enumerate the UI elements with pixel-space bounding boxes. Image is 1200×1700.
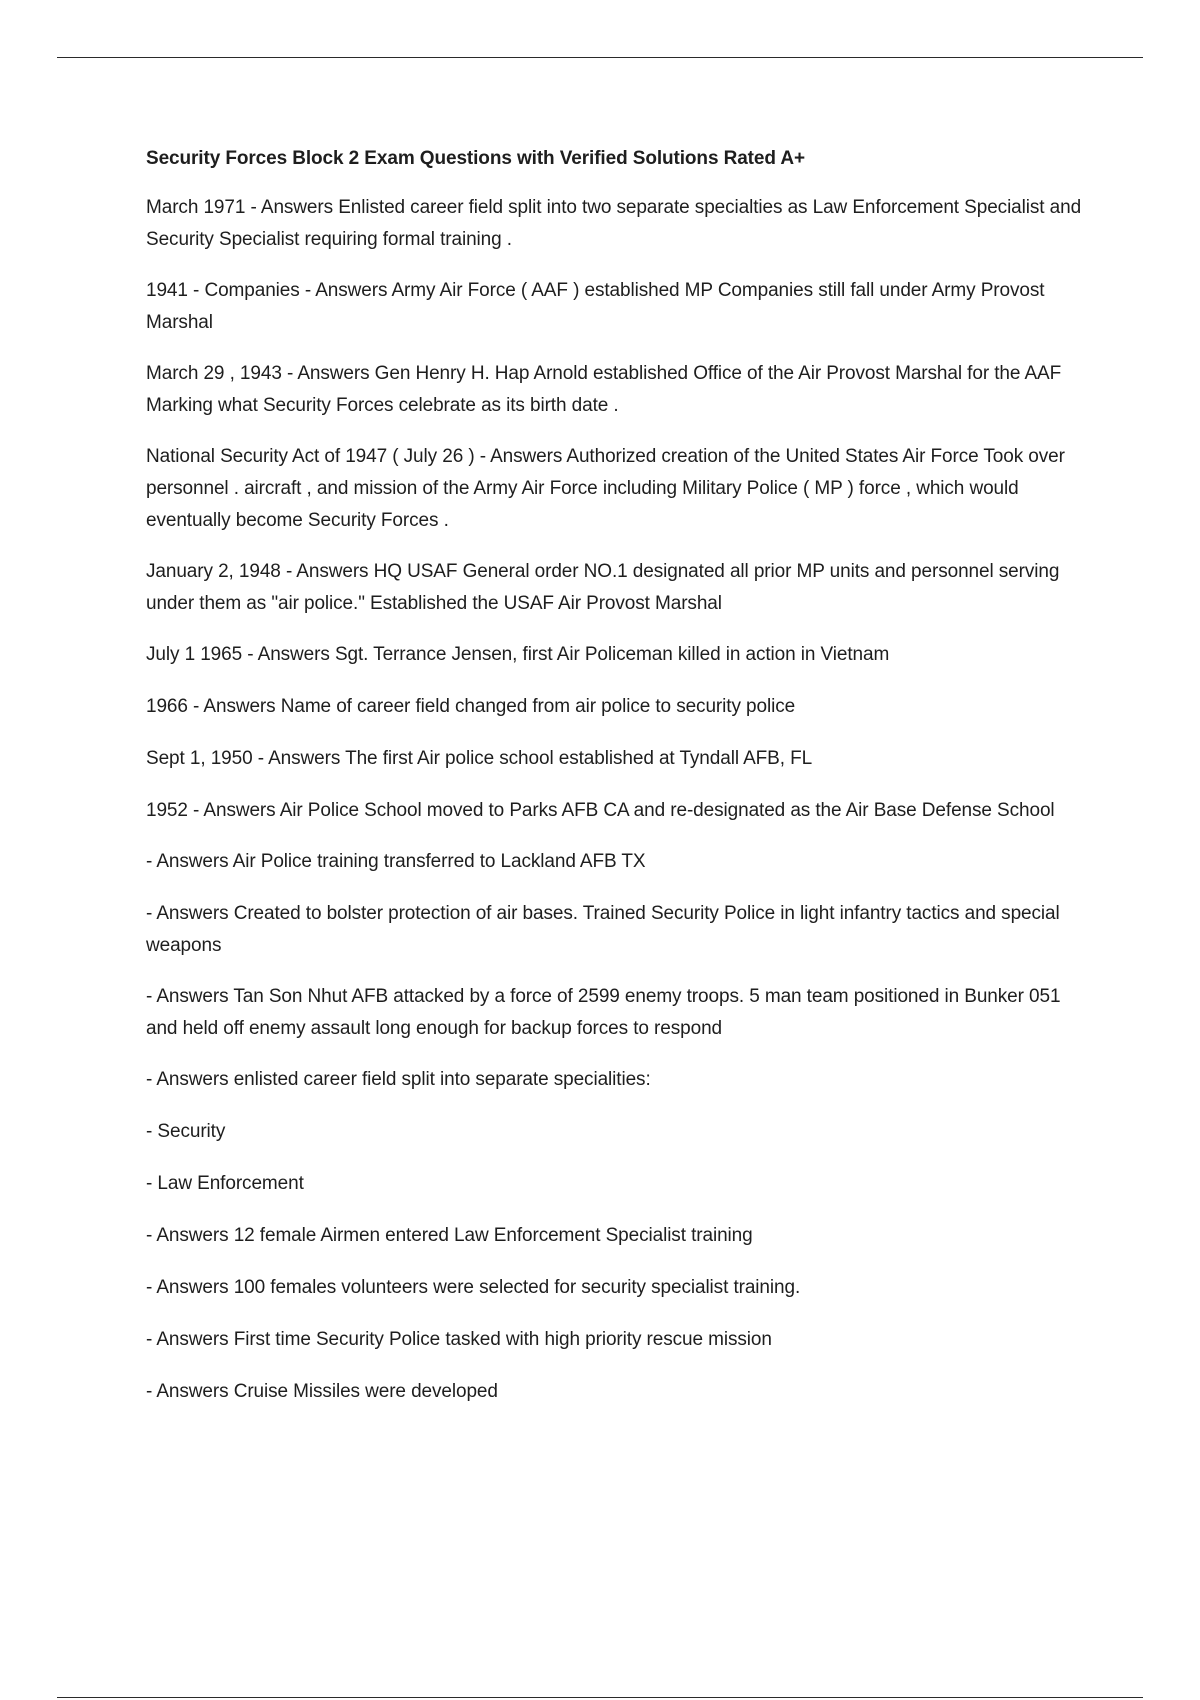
list-item: - Law Enforcement [146,1173,304,1194]
document-title: Security Forces Block 2 Exam Questions with Verified Solutions Rated A+ [146,148,805,169]
paragraph: - Answers First time Security Police tasked with high priority rescue mission [146,1329,772,1350]
paragraph: - Answers 100 females volunteers were selected for security specialist training. [146,1277,801,1298]
list-item: - Security [146,1121,226,1142]
header-rule [57,57,1143,58]
paragraph: 1966 - Answers Name of career field changed from air police to security police [146,696,796,717]
paragraph: Sept 1, 1950 - Answers The first Air police school established at Tyndall AFB, FL [146,748,813,769]
document-body [146,146,1086,1428]
paragraph: - Answers 12 female Airmen entered Law Enforcement Specialist training [146,1225,753,1246]
paragraph: - Answers Tan Son Nhut AFB attacked by a force of 2599 enemy troops. 5 man team positioned in Bunker 051 and held off enemy assault long enough for backup forces to respond [146,986,1061,1039]
paragraph: 1952 - Answers Air Police School moved to Parks AFB CA and re-designated as the Air Base Defense School [146,800,1055,821]
paragraph: 1941 - Companies - Answers Army Air Force ( AAF ) established MP Companies still fall under Army Provost Marshal [146,280,1045,333]
paragraph: - Answers Created to bolster protection of air bases. Trained Security Police in light infantry tactics and special weapons [146,903,1060,956]
paragraph: National Security Act of 1947 ( July 26 ) - Answers Authorized creation of the United States Air Force Took over personnel . aircraft , and mission of the Army Air Force including Military Police ( MP ) force , which would eventually become Security Forces . [146,446,1065,531]
paragraph: January 2, 1948 - Answers HQ USAF General order NO.1 designated all prior MP units and personnel serving under them as "air police." Established the USAF Air Provost Marshal [146,561,1060,614]
paragraph: March 29 , 1943 - Answers Gen Henry H. Hap Arnold established Office of the Air Provost Marshal for the AAF Marking what Security Forces celebrate as its birth date . [146,363,1062,416]
footer-rule [57,1697,1143,1698]
paragraph: - Answers Air Police training transferred to Lackland AFB TX [146,851,646,872]
paragraph: July 1 1965 - Answers Sgt. Terrance Jensen, first Air Policeman killed in action in Vietnam [146,644,890,665]
paragraph: - Answers enlisted career field split into separate specialities: [146,1069,651,1090]
paragraph: March 1971 - Answers Enlisted career field split into two separate specialties as Law Enforcement Specialist and Security Specialist requiring formal training . [146,197,1082,250]
paragraph: - Answers Cruise Missiles were developed [146,1381,498,1402]
